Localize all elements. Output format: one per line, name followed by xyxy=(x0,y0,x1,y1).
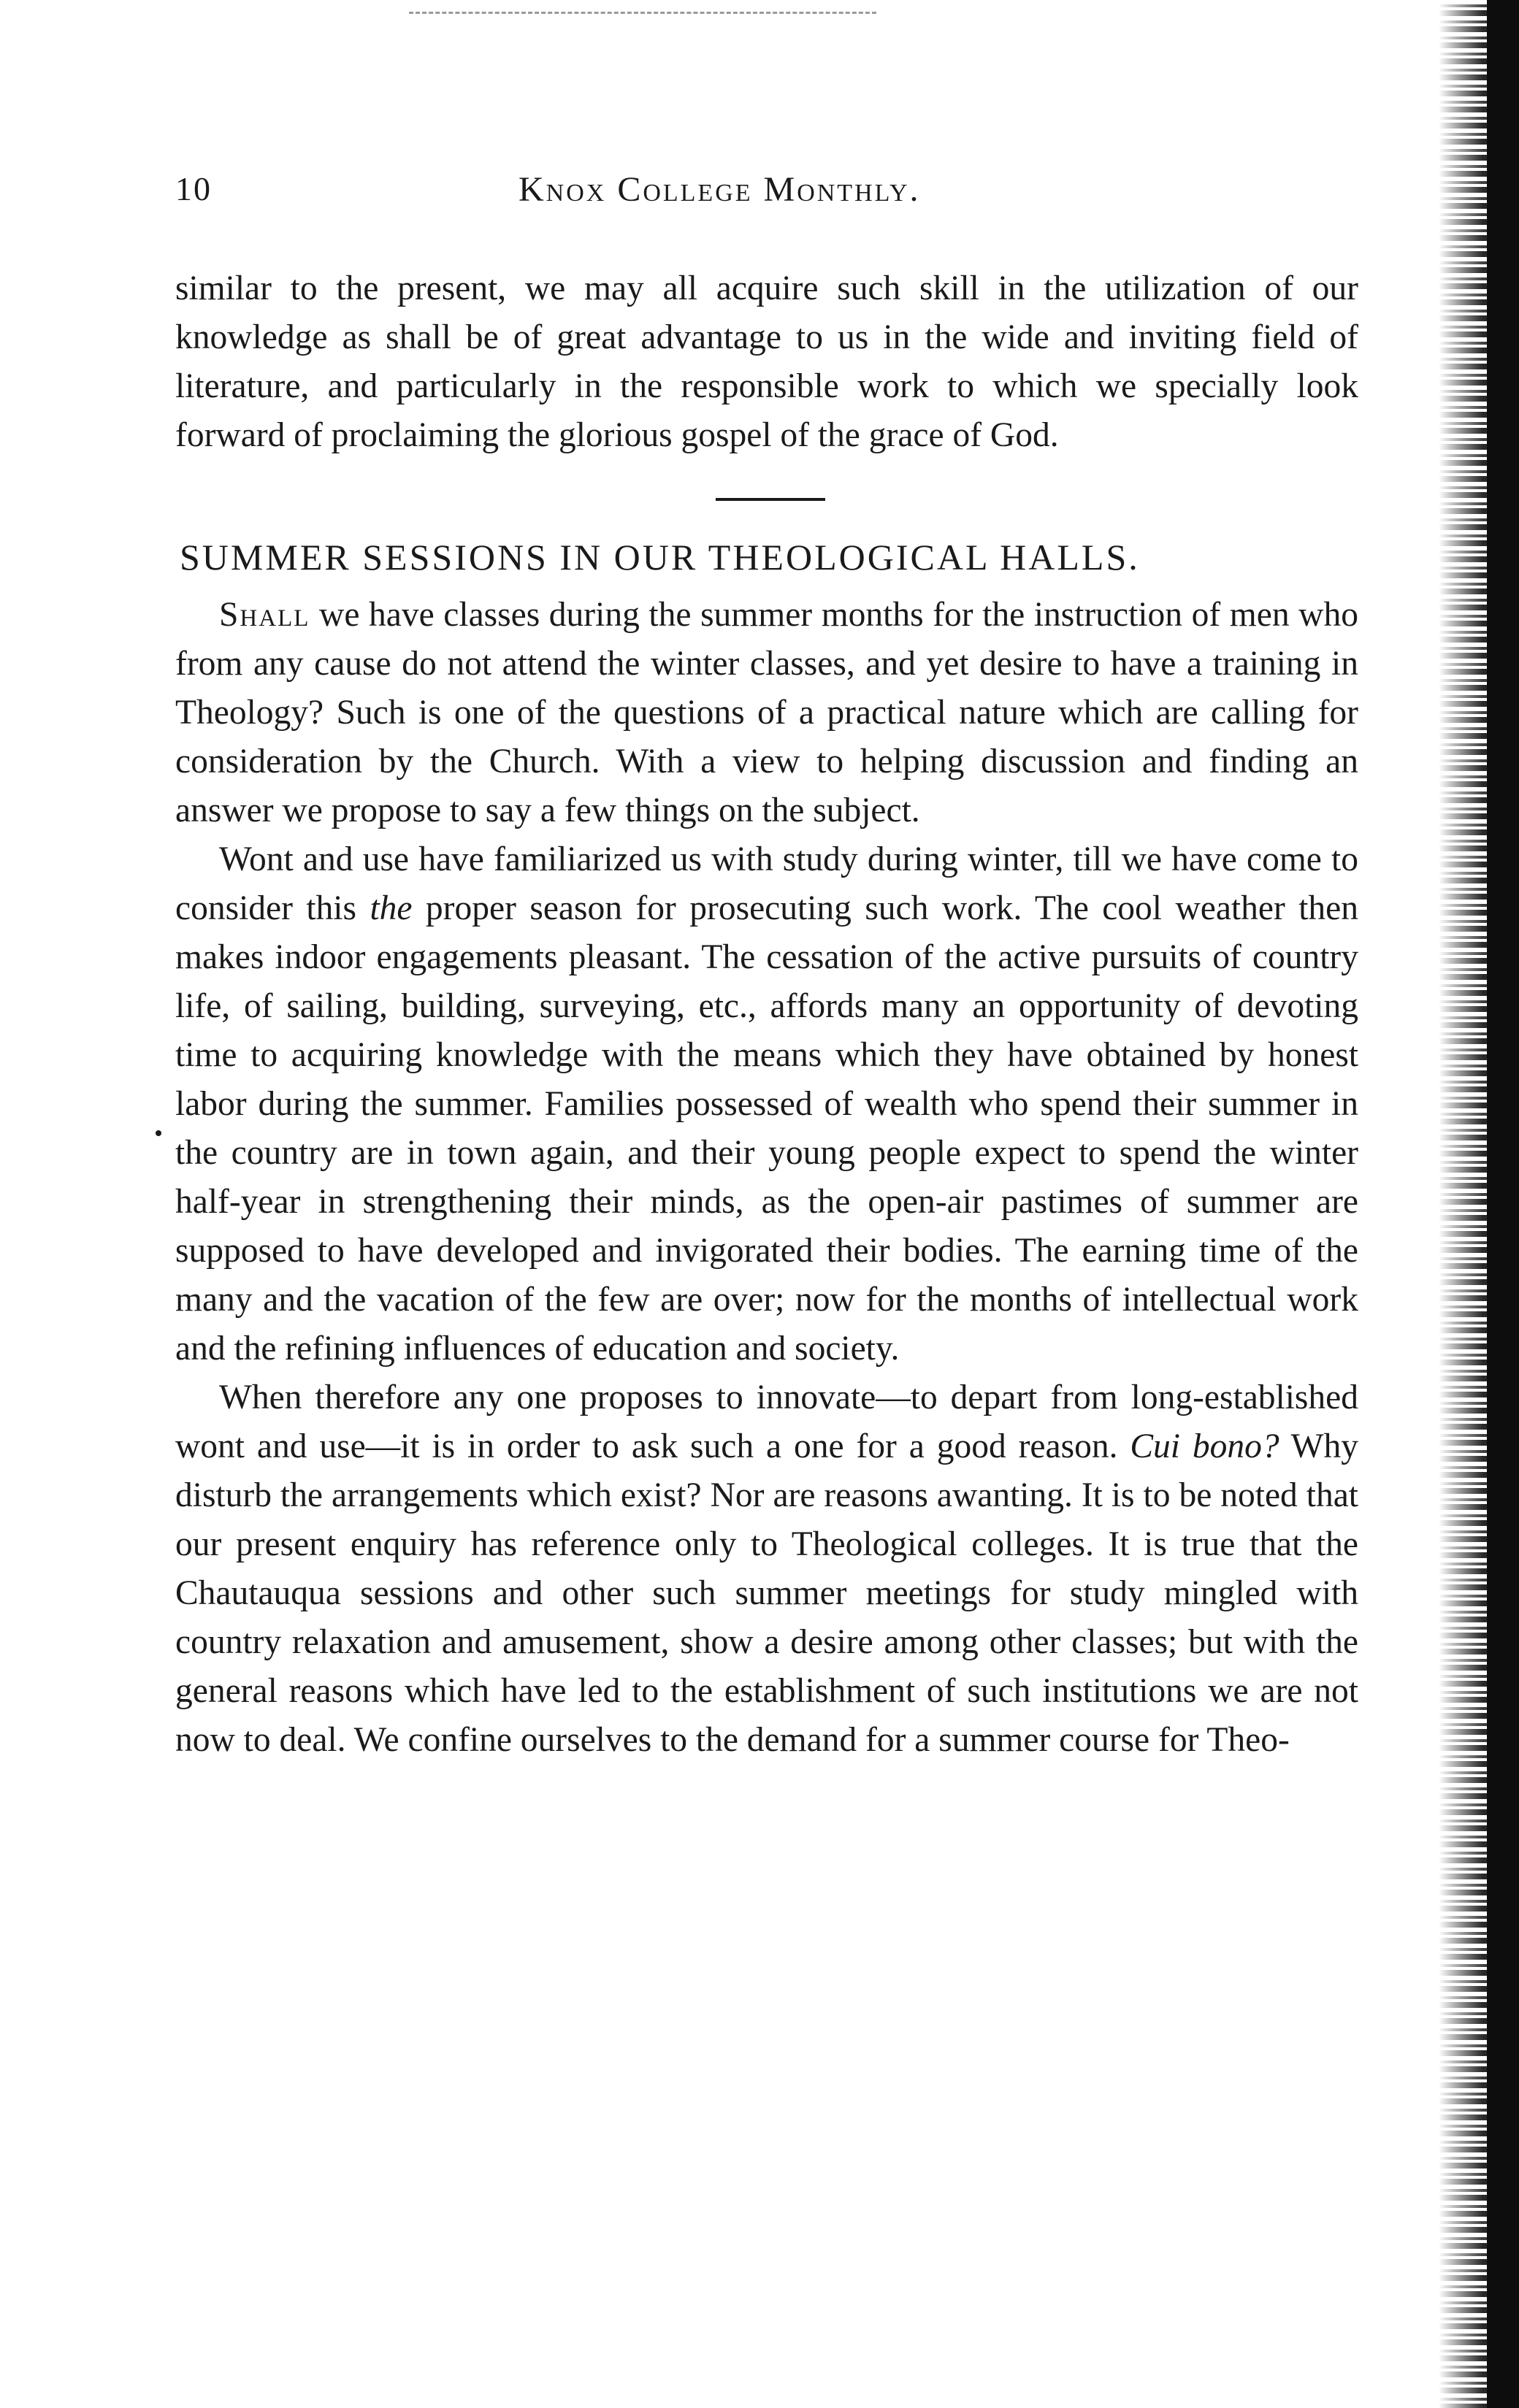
paragraph-text: we have classes during the summer months for the instruction of men who from any cause do not attend the winter classes, and yet desire to have a training in Theology? Such is one of the questions of a practical nature which are calling for consideration by the Church. With a view to helping discussion and finding an answer we propose to say a few things on the subject. xyxy=(175,596,1358,829)
paragraph-emphasis: Cui bono? xyxy=(1130,1427,1279,1465)
scan-top-rule xyxy=(409,12,876,14)
scan-binding-shadow xyxy=(1487,0,1519,2408)
margin-mark xyxy=(156,1130,161,1136)
section-heading: SUMMER SESSIONS IN OUR THEOLOGICAL HALLS. xyxy=(180,537,1140,578)
section-divider xyxy=(716,498,825,501)
running-head xyxy=(175,169,1358,221)
paragraph-text: When therefore any one proposes to innovate—to depart from long-established wont and use—it is in order to ask such a one for a good reason. xyxy=(175,1379,1358,1465)
section-paragraph-2 xyxy=(175,835,1358,1373)
page-number: 10 xyxy=(175,170,212,207)
paragraph-text: proper season for prosecuting such work. The cool weather then makes indoor engagements pleasant. The cessation of the active pursuits of country life, of sailing, building, surveying, etc., affords many an opportunity of devoting time to acquiring knowledge with the means which they have obtained by honest labor during the summer. Families possessed of wealth who spend their summer in the country are in town again, and their young people expect to spend the winter half-year in strengthening their minds, as the open-air pastimes of summer are supposed to have developed and invigorated their bodies. The earning time of the many and the vacation of the few are over; now for the months of intellectual work and the refining influences of education and society. xyxy=(175,889,1358,1368)
paragraph-text: Wont and use have familiarized us with study during winter, till we have come to consider this xyxy=(175,840,1358,927)
paragraph-text: Why disturb the arrangements which exist? Nor are reasons awanting. It is to be noted that our present enquiry has reference only to Theological colleges. It is true that the Chautauqua sessions and other such summer meetings for study mingled with country relaxation and amusement, show a desire among other classes; but with the general reasons which have led to the establishment of such institutions we are not now to deal. We confine ourselves to the demand for a summer course for Theo- xyxy=(175,1427,1358,1759)
section-paragraph-1 xyxy=(175,591,1358,835)
paragraph-emphasis: the xyxy=(370,889,413,927)
opening-paragraph: similar to the present, we may all acquire such skill in the utilization of our knowledge as shall be of great advantage to us in the wide and inviting field of literature, and particularly in the responsible work to which we specially look forward of proclaiming the glorious gospel of the grace of God. xyxy=(175,269,1358,454)
paragraph-lead-in: Shall xyxy=(219,596,310,634)
section-paragraph-3 xyxy=(175,1373,1358,1765)
page-body xyxy=(175,264,1358,1765)
journal-title: Knox College Monthly. xyxy=(519,170,921,209)
